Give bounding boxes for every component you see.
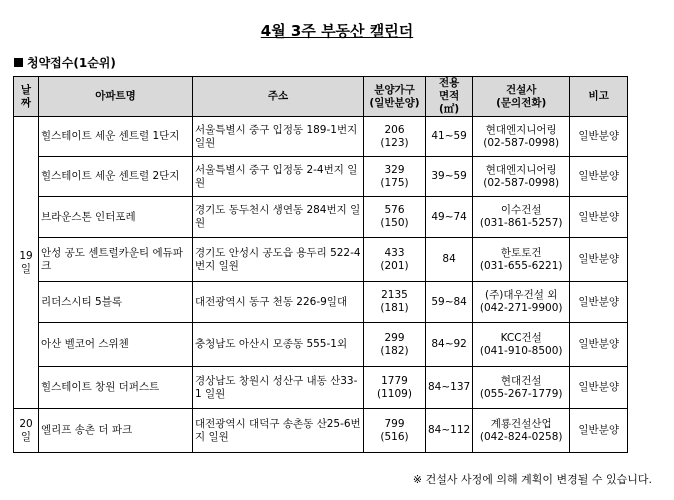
- units-cell: 206 (123): [364, 117, 426, 157]
- page-title: 4월 3주 부동산 캘린더: [260, 22, 414, 40]
- addr-cell: 서울특별시 중구 입정동 2-4번지 일원: [193, 157, 364, 197]
- header-apt: 아파트명: [39, 77, 193, 117]
- area-cell: 84~137: [426, 367, 473, 409]
- table-row: [14, 197, 628, 238]
- area-cell: 49~74: [426, 197, 473, 238]
- note-cell: 일반분양: [570, 323, 628, 367]
- builder-cell: KCC건설 (041-910-8500): [473, 323, 570, 367]
- table-row: [14, 117, 628, 157]
- addr-cell: 대전광역시 동구 천동 226-9일대: [193, 282, 364, 323]
- note-cell: 일반분양: [570, 117, 628, 157]
- header-area: 전용 면적 (㎡): [426, 77, 473, 117]
- addr-cell: 대전광역시 대덕구 송촌동 산25-6번지 일원: [193, 409, 364, 453]
- note-cell: 일반분양: [570, 367, 628, 409]
- builder-cell: 한토토건 (031-655-6221): [473, 238, 570, 282]
- builder-cell: 계룡건설산업 (042-824-0258): [473, 409, 570, 453]
- note-cell: 일반분양: [570, 409, 628, 453]
- area-cell: 84~112: [426, 409, 473, 453]
- area-cell: 41~59: [426, 117, 473, 157]
- section-heading: [14, 54, 116, 71]
- area-cell: 84~92: [426, 323, 473, 367]
- calendar-table: [13, 76, 628, 453]
- table-row: [14, 282, 628, 323]
- apt-cell: 브라운스톤 인터포레: [39, 197, 193, 238]
- header-addr: 주소: [193, 77, 364, 117]
- apt-cell: 힐스테이트 세운 센트럴 1단지: [39, 117, 193, 157]
- apt-cell: 엘리프 송촌 더 파크: [39, 409, 193, 453]
- header-note: 비고: [570, 77, 628, 117]
- date-cell: 20일: [14, 409, 39, 453]
- builder-cell: 현대엔지니어링 (02-587-0998): [473, 157, 570, 197]
- area-cell: 59~84: [426, 282, 473, 323]
- addr-cell: 경상남도 창원시 성산구 내동 산33-1 일원: [193, 367, 364, 409]
- units-cell: 299 (182): [364, 323, 426, 367]
- note-cell: 일반분양: [570, 282, 628, 323]
- builder-cell: 이수건설 (031-861-5257): [473, 197, 570, 238]
- units-cell: 433 (201): [364, 238, 426, 282]
- area-cell: 39~59: [426, 157, 473, 197]
- note-cell: 일반분양: [570, 197, 628, 238]
- units-cell: 329 (175): [364, 157, 426, 197]
- square-bullet-icon: [14, 58, 23, 67]
- units-cell: 2135 (181): [364, 282, 426, 323]
- note-cell: 일반분양: [570, 238, 628, 282]
- units-cell: 1779 (1109): [364, 367, 426, 409]
- addr-cell: 경기도 안성시 공도읍 용두리 522-4번지 일원: [193, 238, 364, 282]
- header-date: 날짜: [14, 77, 39, 117]
- table-row: [14, 323, 628, 367]
- header-row: [14, 77, 628, 117]
- date-cell: 19일: [14, 117, 39, 409]
- table-row: [14, 409, 628, 453]
- builder-cell: (주)대우건설 외 (042-271-9900): [473, 282, 570, 323]
- apt-cell: 리더스시티 5블록: [39, 282, 193, 323]
- apt-cell: 아산 벨코어 스위첸: [39, 323, 193, 367]
- section-label: 청약접수(1순위): [27, 56, 116, 70]
- builder-cell: 현대건설 (055-267-1779): [473, 367, 570, 409]
- units-cell: 576 (150): [364, 197, 426, 238]
- apt-cell: 힐스테이트 창원 더퍼스트: [39, 367, 193, 409]
- table-row: [14, 238, 628, 282]
- note-cell: 일반분양: [570, 157, 628, 197]
- table-row: [14, 367, 628, 409]
- footer-note: ※ 건설사 사정에 의해 계획이 변경될 수 있습니다.: [412, 473, 652, 486]
- addr-cell: 경기도 동두천시 생연동 284번지 일원: [193, 197, 364, 238]
- builder-cell: 현대엔지니어링 (02-587-0998): [473, 117, 570, 157]
- table-row: [14, 157, 628, 197]
- units-cell: 799 (516): [364, 409, 426, 453]
- area-cell: 84: [426, 238, 473, 282]
- apt-cell: 힐스테이트 세운 센트럴 2단지: [39, 157, 193, 197]
- addr-cell: 서울특별시 중구 입정동 189-1번지 일원: [193, 117, 364, 157]
- header-units: 분양가구 (일반분양): [364, 77, 426, 117]
- apt-cell: 안성 공도 센트럴카운티 에듀파크: [39, 238, 193, 282]
- header-builder: 건설사 (문의전화): [473, 77, 570, 117]
- addr-cell: 충청남도 아산시 모종동 555-1외: [193, 323, 364, 367]
